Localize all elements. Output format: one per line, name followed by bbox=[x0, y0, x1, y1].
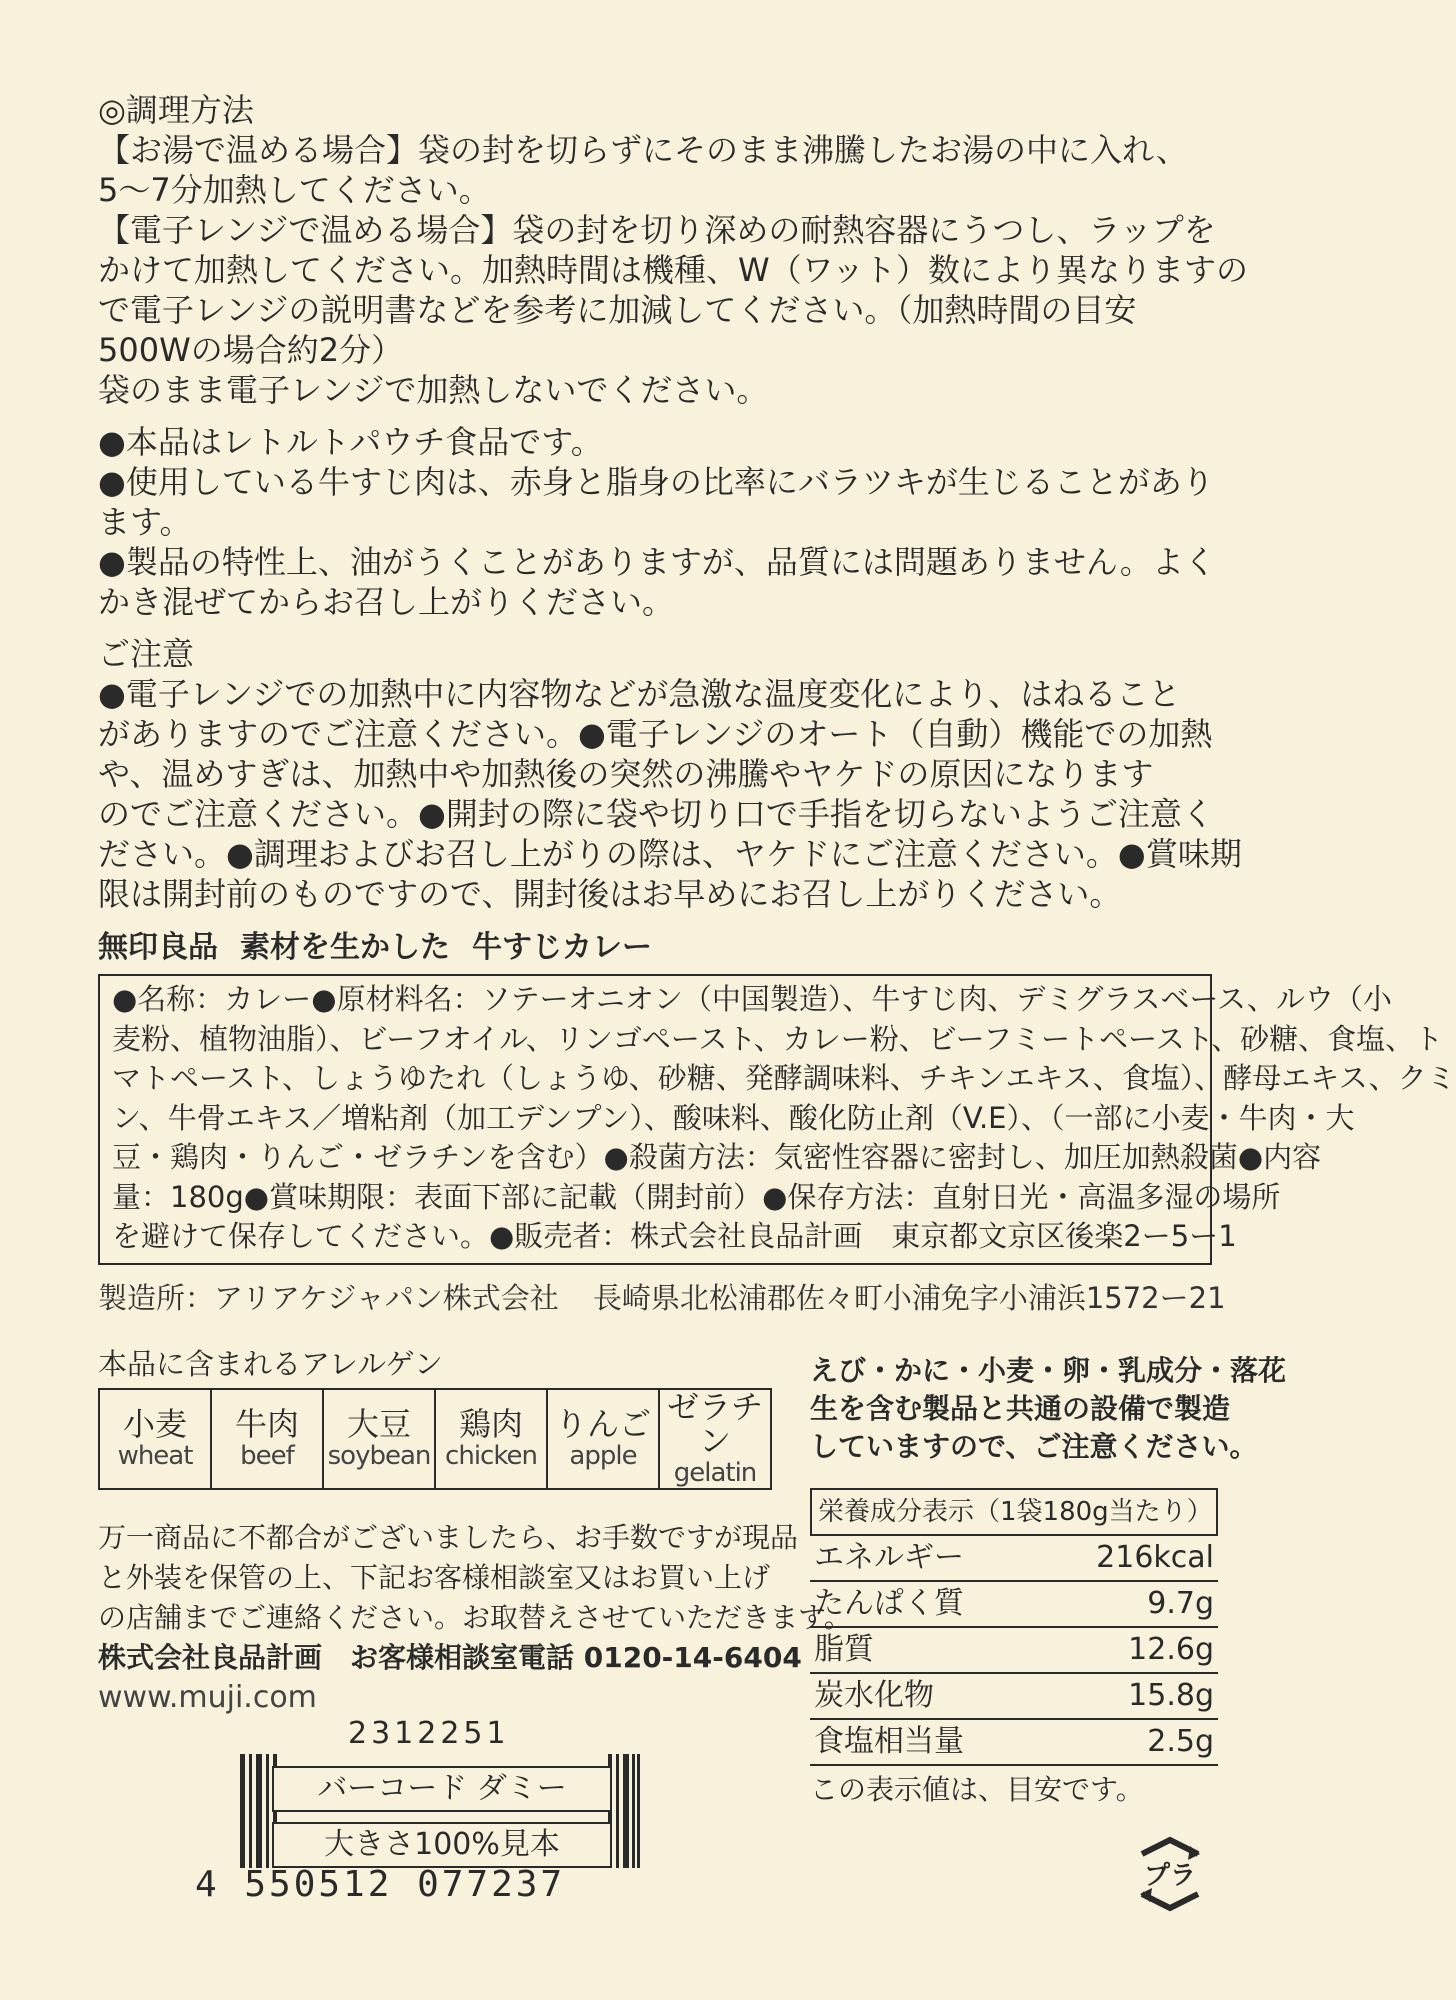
shared-facility-line: 生を含む製品と共通の設備で製造 bbox=[810, 1392, 1231, 1425]
instructions-line: 5〜7分加熱してください。 bbox=[98, 171, 491, 209]
note-line: かき混ぜてからお召し上がりください。 bbox=[98, 583, 675, 621]
company-phone: 株式会社良品計画 お客様相談室電話 0120-14-6404 bbox=[98, 1641, 802, 1674]
cooking-instructions bbox=[98, 90, 1249, 410]
allergen-cell bbox=[659, 1389, 771, 1489]
caution-line: 限は開封前のものですので、開封後はお早めにお召し上がりください。 bbox=[98, 875, 1122, 913]
shared-facility-line: していますので、ご注意ください。 bbox=[810, 1430, 1258, 1463]
barcode-top-number: 2312251 bbox=[348, 1716, 510, 1751]
barcode-dummy-label: バーコード ダミー bbox=[272, 1766, 612, 1812]
nutrition-row bbox=[810, 1720, 1218, 1766]
product-tagline: 素材を生かした bbox=[240, 930, 450, 965]
allergen-cell bbox=[211, 1389, 323, 1489]
allergen-cell bbox=[435, 1389, 547, 1489]
caution-line: ●電子レンジでの加熱中に内容物などが急激な温度変化により、はねること bbox=[98, 675, 1181, 713]
note-line: ます。 bbox=[98, 503, 192, 541]
product-title bbox=[98, 922, 1218, 966]
nutrition-row bbox=[810, 1674, 1218, 1720]
ingredients-line: ●名称：カレー●原材料名：ソテーオニオン（中国製造）、牛すじ肉、デミグラスベース、ルウ（小 bbox=[112, 982, 1392, 1016]
nutrition-row bbox=[810, 1628, 1218, 1674]
label-upper bbox=[98, 90, 1456, 1317]
label-lower-right bbox=[810, 1352, 1287, 1810]
nutrient-value: 15.8g bbox=[1128, 1678, 1214, 1713]
ingredients-line: 豆・鶏肉・りんご・ゼラチンを含む）●殺菌方法：気密性容器に密封し、加圧加熱殺菌●内容 bbox=[112, 1140, 1322, 1174]
nutrient-value: 2.5g bbox=[1147, 1724, 1214, 1759]
nutrient-value: 216kcal bbox=[1096, 1540, 1214, 1575]
instructions-line: 【電子レンジで温める場合】袋の封を切り深めの耐熱容器にうつし、ラップを bbox=[98, 211, 1216, 249]
manufacturer-address: 長崎県北松浦郡佐々町小浦免字小浦浜1572ー21 bbox=[592, 1280, 1226, 1315]
instructions-heading: ◎調理方法 bbox=[98, 91, 254, 129]
instructions-line: 【お湯で温める場合】袋の封を切らずにそのまま沸騰したお湯の中に入れ、 bbox=[98, 131, 1188, 169]
nutrition-heading: 栄養成分表示（1袋180g当たり） bbox=[810, 1488, 1218, 1536]
instructions-line: 500Wの場合約2分） bbox=[98, 331, 404, 369]
allergen-en: apple bbox=[569, 1441, 637, 1471]
allergen-table bbox=[98, 1388, 772, 1490]
ingredients-line: ン、牛骨エキス／増粘剤（加工デンプン）、酸味料、酸化防止剤（V.E）、（一部に小麦・牛肉・大 bbox=[112, 1100, 1355, 1135]
nutrition-row bbox=[810, 1536, 1218, 1582]
instructions-line: 袋のまま電子レンジで加熱しないでください。 bbox=[98, 371, 769, 409]
nutrient-label: 脂質 bbox=[814, 1632, 874, 1667]
ingredients-line: マトペースト、しょうゆたれ（しょうゆ、砂糖、発酵調味料、チキンエキス、食塩）、酵母エキス、クミ bbox=[112, 1061, 1456, 1095]
note-line: ●製品の特性上、油がうくことがありますが、品質には問題ありません。よく bbox=[98, 543, 1216, 581]
note-line: ●本品はレトルトパウチ食品です。 bbox=[98, 423, 603, 461]
allergen-en: soybean bbox=[327, 1441, 431, 1471]
caution-heading: ご注意 bbox=[98, 635, 195, 673]
nutrient-label: エネルギー bbox=[814, 1540, 964, 1575]
product-notes bbox=[98, 422, 1218, 622]
product-name: 牛すじカレー bbox=[472, 930, 652, 965]
ingredients-line: 麦粉、植物油脂）、ビーフオイル、リンゴペースト、カレー粉、ビーフミートペースト、砂糖、食塩、ト bbox=[112, 1021, 1444, 1056]
allergen-en: wheat bbox=[117, 1441, 193, 1471]
brand-name: 無印良品 bbox=[98, 930, 218, 965]
ingredients-box bbox=[98, 974, 1456, 1265]
allergen-jp: ゼラチン bbox=[666, 1388, 763, 1460]
recycle-mark-label: プラ bbox=[1143, 1861, 1197, 1891]
nutrient-value: 12.6g bbox=[1128, 1632, 1214, 1667]
allergen-heading: 本品に含まれるアレルゲン bbox=[98, 1347, 443, 1381]
ingredients-line: 量：180g●賞味期限：表面下部に記載（開封前）●保存方法：直射日光・高温多湿の場所 bbox=[112, 1179, 1281, 1214]
nutrient-value: 9.7g bbox=[1147, 1586, 1214, 1621]
instructions-line: かけて加熱してください。加熱時間は機種、W（ワット）数により異なりますの bbox=[98, 251, 1249, 289]
allergen-cell bbox=[99, 1389, 211, 1489]
nutrient-label: 食塩相当量 bbox=[814, 1724, 964, 1759]
caution-line: ださい。●調理およびお召し上がりの際は、ヤケドにご注意ください。●賞味期 bbox=[98, 835, 1242, 873]
contact-line: 万一商品に不都合がございましたら、お手数ですが現品 bbox=[98, 1521, 799, 1554]
nutrient-label: 炭水化物 bbox=[814, 1678, 934, 1713]
allergen-cell bbox=[547, 1389, 659, 1489]
nutrient-label: たんぱく質 bbox=[814, 1586, 964, 1621]
contact-line: と外装を保管の上、下記お客様相談室又はお買い上げ bbox=[98, 1561, 771, 1594]
manufacturer-line bbox=[98, 1279, 1226, 1317]
allergen-jp: 小麦 bbox=[122, 1405, 187, 1443]
allergen-en: gelatin bbox=[673, 1458, 757, 1488]
allergen-jp: 鶏肉 bbox=[458, 1405, 523, 1443]
shared-facility-line: えび・かに・小麦・卵・乳成分・落花 bbox=[810, 1354, 1287, 1387]
allergen-jp: りんご bbox=[554, 1405, 651, 1443]
caution-line: や、温めすぎは、加熱中や加熱後の突然の沸騰やヤケドの原因になります bbox=[98, 755, 1154, 793]
allergen-jp: 大豆 bbox=[346, 1405, 411, 1443]
nutrition-note: この表示値は、目安です。 bbox=[810, 1773, 1144, 1806]
contact-line: の店舗までご連絡ください。お取替えさせていただきます。 bbox=[98, 1601, 852, 1634]
caution-line: のでご注意ください。●開封の際に袋や切り口で手指を切らないようご注意く bbox=[98, 795, 1214, 833]
website-url: www.muji.com bbox=[98, 1680, 317, 1715]
barcode-digits: 4 550512 077237 bbox=[195, 1864, 566, 1905]
allergen-en: beef bbox=[240, 1441, 294, 1471]
nutrition-table bbox=[810, 1488, 1218, 1810]
barcode-size-label: 大きさ100%見本 bbox=[272, 1822, 612, 1868]
caution-line: がありますのでご注意ください。●電子レンジのオート（自動）機能での加熱 bbox=[98, 715, 1213, 753]
allergen-cell bbox=[323, 1389, 435, 1489]
allergen-en: chicken bbox=[445, 1441, 537, 1471]
note-line: ●使用している牛すじ肉は、赤身と脂身の比率にバラツキが生じることがあり bbox=[98, 463, 1214, 501]
plastic-recycle-icon bbox=[1128, 1832, 1212, 1916]
shared-facility-note bbox=[810, 1352, 1287, 1466]
caution-section bbox=[98, 634, 1242, 914]
instructions-line: で電子レンジの説明書などを参考に加減してください。（加熱時間の目安 bbox=[98, 291, 1137, 329]
allergen-jp: 牛肉 bbox=[234, 1405, 299, 1443]
nutrition-row bbox=[810, 1582, 1218, 1628]
ingredients-line: を避けて保存してください。●販売者：株式会社良品計画 東京都文京区後楽2ー5ー1 bbox=[112, 1219, 1237, 1253]
manufacturer-label: 製造所：アリアケジャパン株式会社 bbox=[98, 1280, 559, 1315]
